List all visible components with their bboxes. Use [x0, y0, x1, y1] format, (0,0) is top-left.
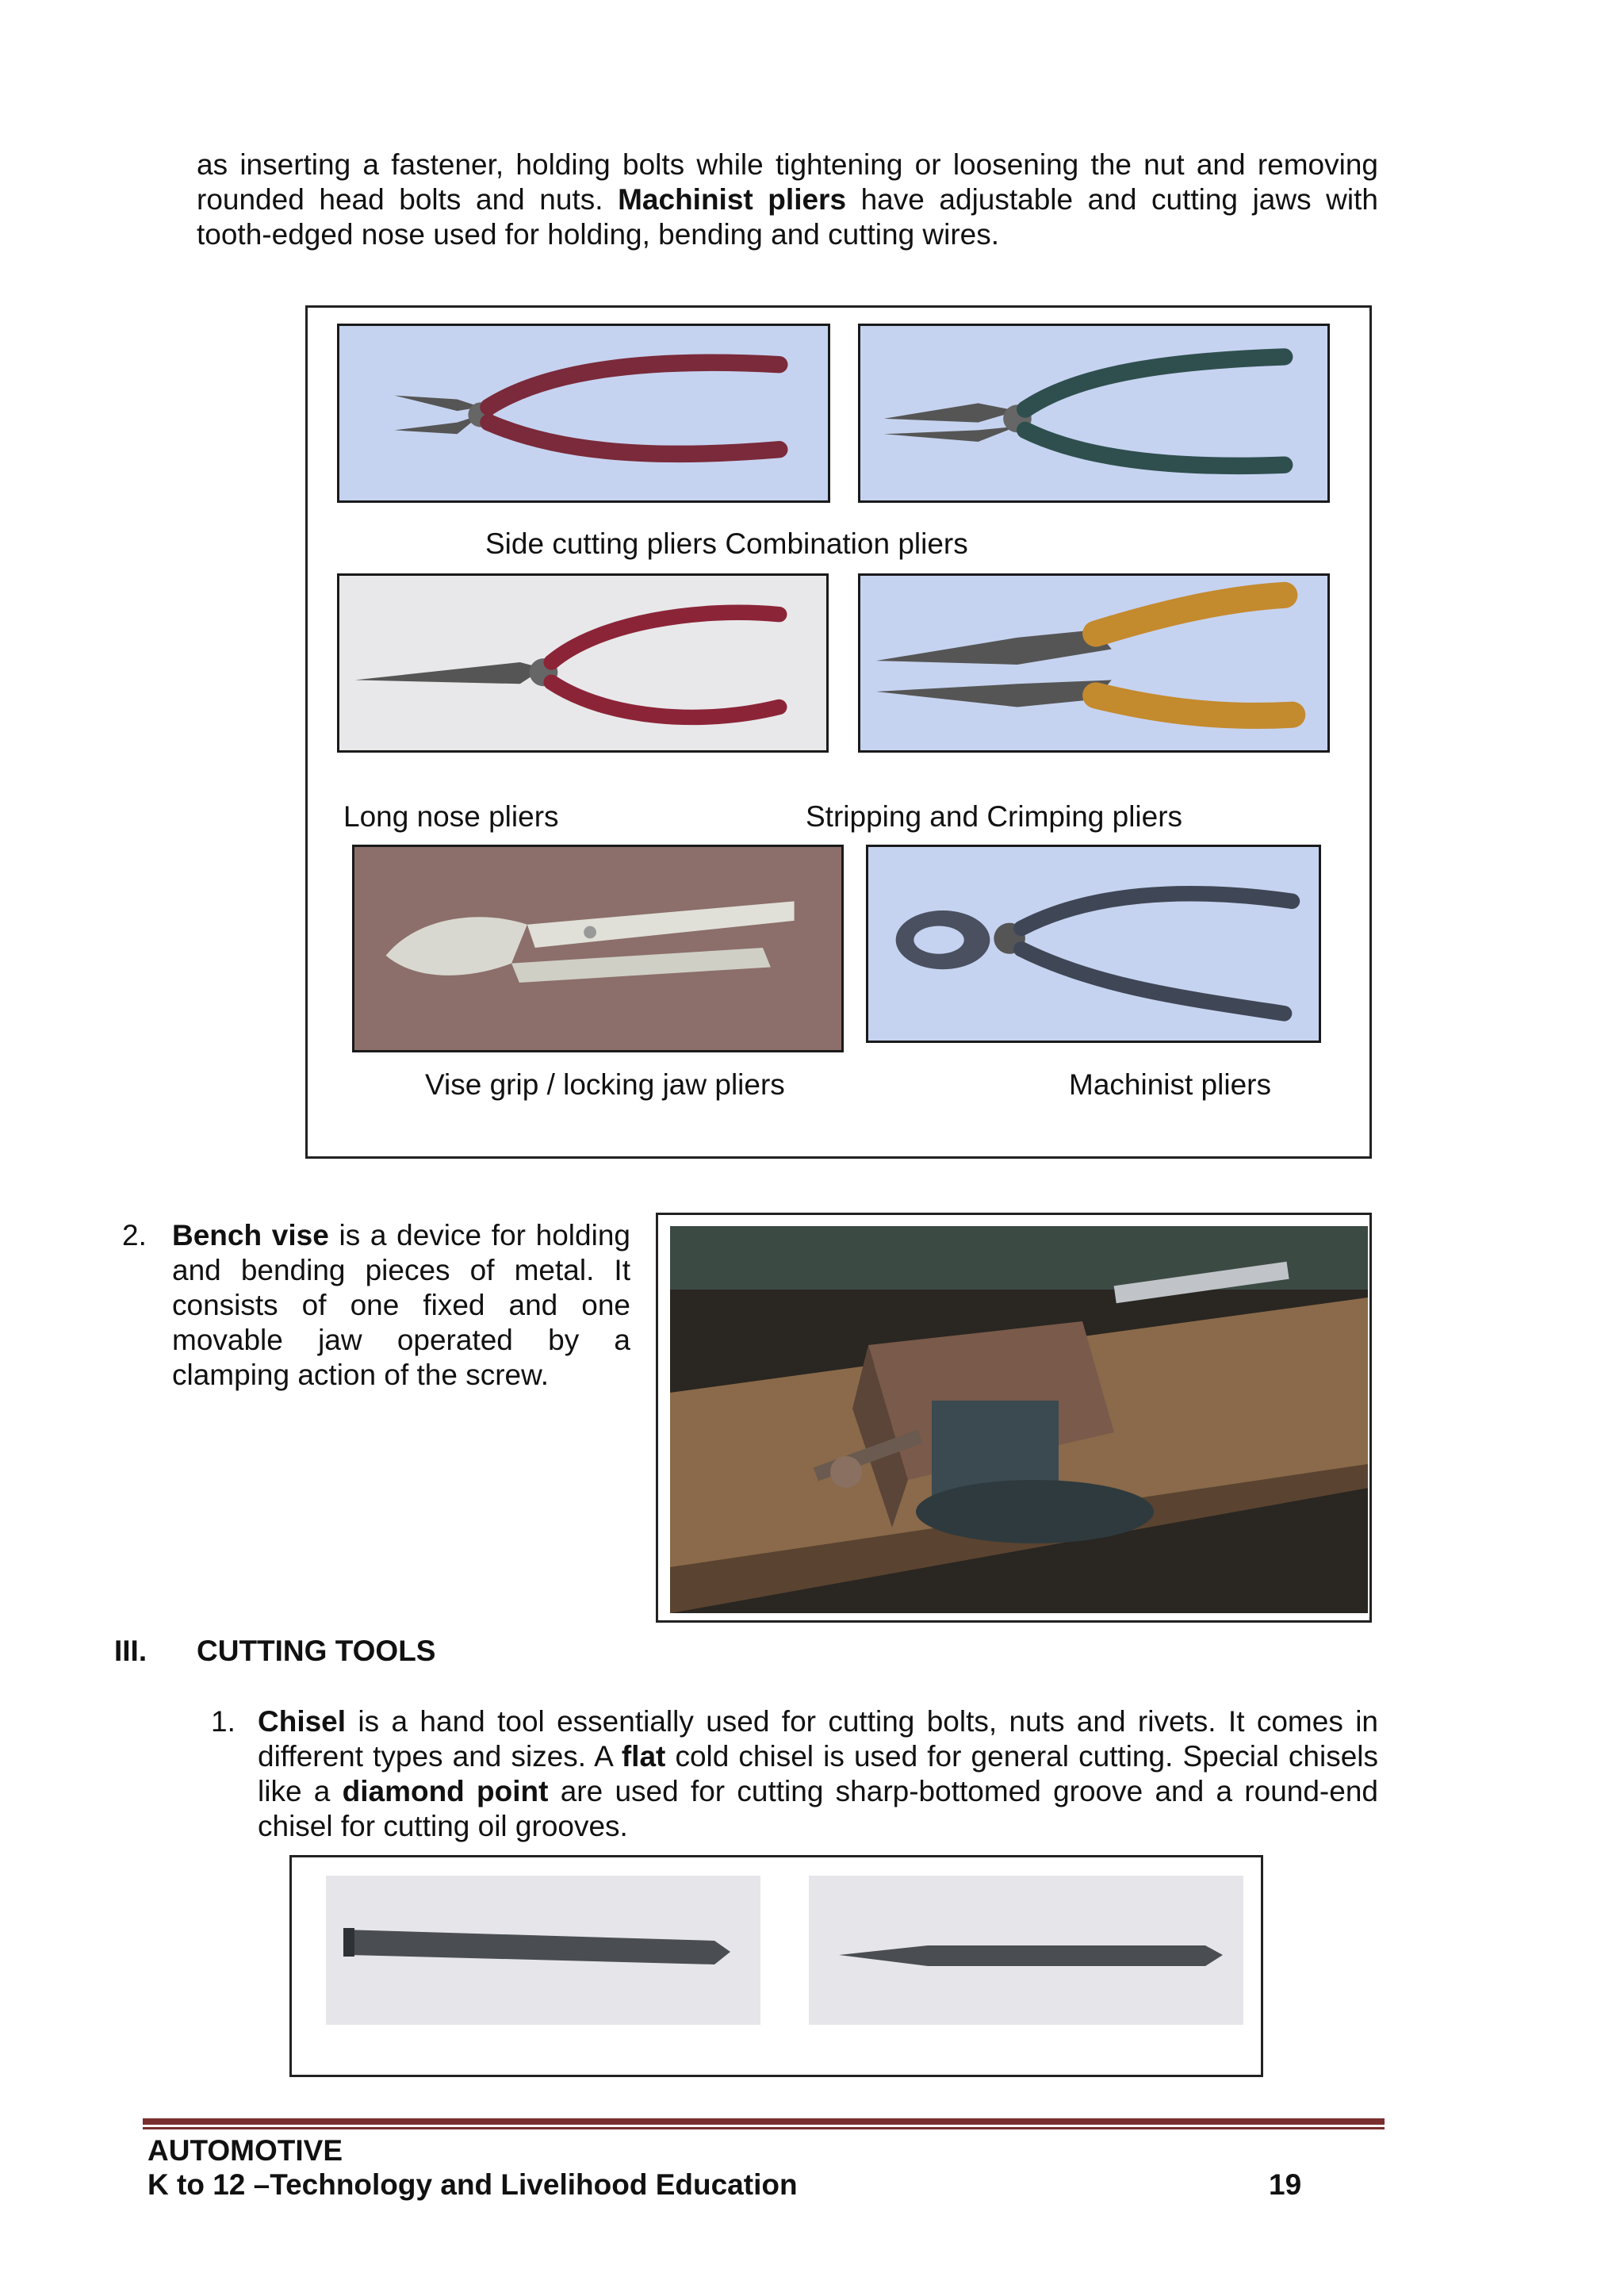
diamond-point-chisel-image — [809, 1876, 1243, 2025]
footer-rule-thin — [143, 2127, 1385, 2129]
footer-page-number: 19 — [1269, 2168, 1302, 2201]
section-numeral: III. — [114, 1635, 147, 1667]
machinist-pliers-image — [866, 845, 1321, 1043]
caption-long-nose: Long nose pliers — [343, 800, 559, 833]
footer-program: K to 12 –Technology and Livelihood Education — [147, 2168, 798, 2201]
flat-chisel-image — [326, 1876, 760, 2025]
chisel-paragraph: Chisel is a hand tool essentially used for cutting bolts, nuts and rivets. It comes in different types and sizes. A flat cold chisel is used for general cutting. Special chisels like a diamond point are used for cutting sharp-bottomed groove and a round-end chisel for cutting oil grooves. — [258, 1705, 1379, 1842]
chisel-number: 1. — [211, 1705, 236, 1738]
intro-paragraph: as inserting a fastener, holding bolts while tightening or loosening the nut and removing rounded head bolts and nuts. Machinist pliers have adjustable and cutting jaws with tooth-edged nose used for holding, bending and cutting wires. — [197, 148, 1378, 251]
long-nose-pliers-image — [337, 573, 829, 753]
bench-vise-paragraph: Bench vise is a device for holding and bending pieces of metal. It consists of one fixed and one movable jaw operated by a clamping action of the screw. — [172, 1219, 630, 1391]
caption-side-cutting-combination: Side cutting pliers Combination pliers — [485, 527, 968, 560]
vise-grip-pliers-image — [352, 845, 844, 1052]
bench-vise-number: 2. — [122, 1219, 147, 1251]
caption-machinist: Machinist pliers — [1069, 1068, 1271, 1101]
section-title: CUTTING TOOLS — [197, 1635, 436, 1667]
caption-stripping-crimping: Stripping and Crimping pliers — [806, 800, 1183, 833]
stripping-crimping-pliers-image — [858, 573, 1330, 753]
combination-pliers-image — [858, 324, 1330, 503]
bench-vise-image — [670, 1226, 1368, 1613]
caption-vise-grip: Vise grip / locking jaw pliers — [425, 1068, 785, 1101]
footer-subject: AUTOMOTIVE — [147, 2134, 343, 2167]
side-cutting-pliers-image — [337, 324, 830, 503]
footer-rule — [143, 2118, 1385, 2125]
